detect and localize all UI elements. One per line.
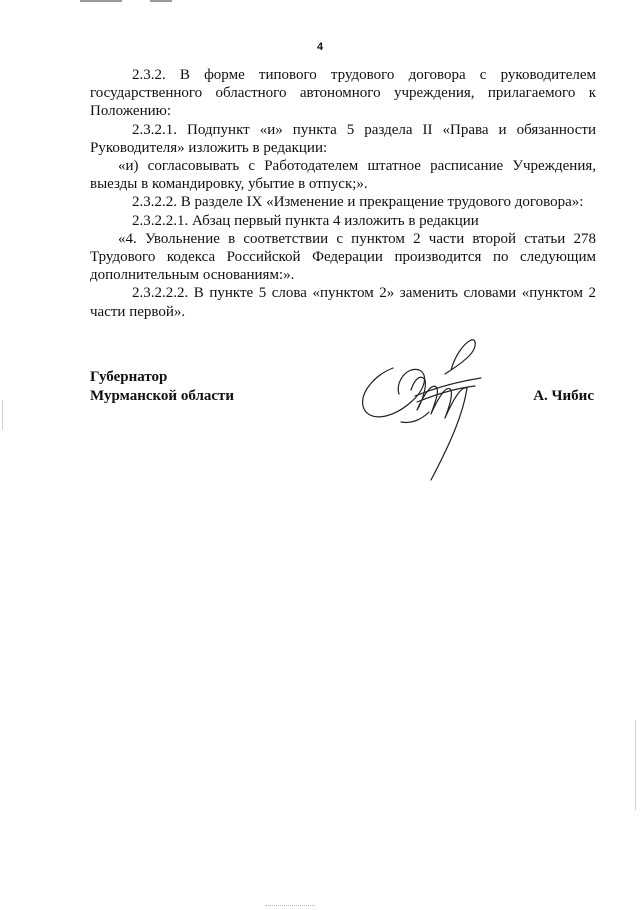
scan-edge-mark [150, 0, 172, 2]
paragraph-2-3-2-2-2: 2.3.2.2.2. В пункте 5 слова «пунктом 2» заменить словами «пунктом 2 части первой». [90, 285, 596, 320]
paragraph-quote-i: «и) согласовывать с Работодателем штатное расписание Учреждения, выезды в командировку, убытие в отпуск;». [90, 158, 596, 193]
signatory-name: А. Чибис [533, 388, 594, 404]
scan-edge-mark [2, 400, 3, 430]
signatory-title-line1: Губернатор [90, 369, 168, 385]
paragraph-2-3-2-1: 2.3.2.1. Подпункт «и» пункта 5 раздела II «Права и обязанности Руководителя» изложить в редакции: [90, 121, 596, 156]
paragraph-2-3-2: 2.3.2. В форме типового трудового договора с руководителем государственного областного автономного учреждения, прилагаемого к Положению: [90, 67, 596, 120]
paragraph-2-3-2-2-1: 2.3.2.2.1. Абзац первый пункта 4 изложить в редакции [132, 212, 479, 229]
signatory-title [90, 368, 234, 406]
document-body [90, 66, 596, 321]
scan-edge-mark [635, 720, 636, 810]
scan-edge-mark [265, 905, 315, 907]
page-number: 4 [316, 41, 324, 53]
scan-edge-mark [80, 0, 122, 2]
paragraph-quote-4: «4. Увольнение в соответствии с пунктом 2 части второй статьи 278 Трудового кодекса Российской Федерации производится по следующим дополнительным основаниям:». [90, 230, 596, 284]
handwritten-signature [355, 330, 505, 490]
paragraph-2-3-2-2: 2.3.2.2. В разделе IX «Изменение и прекращение трудового договора»: [132, 194, 584, 211]
signatory-title-line2: Мурманской области [90, 388, 235, 404]
